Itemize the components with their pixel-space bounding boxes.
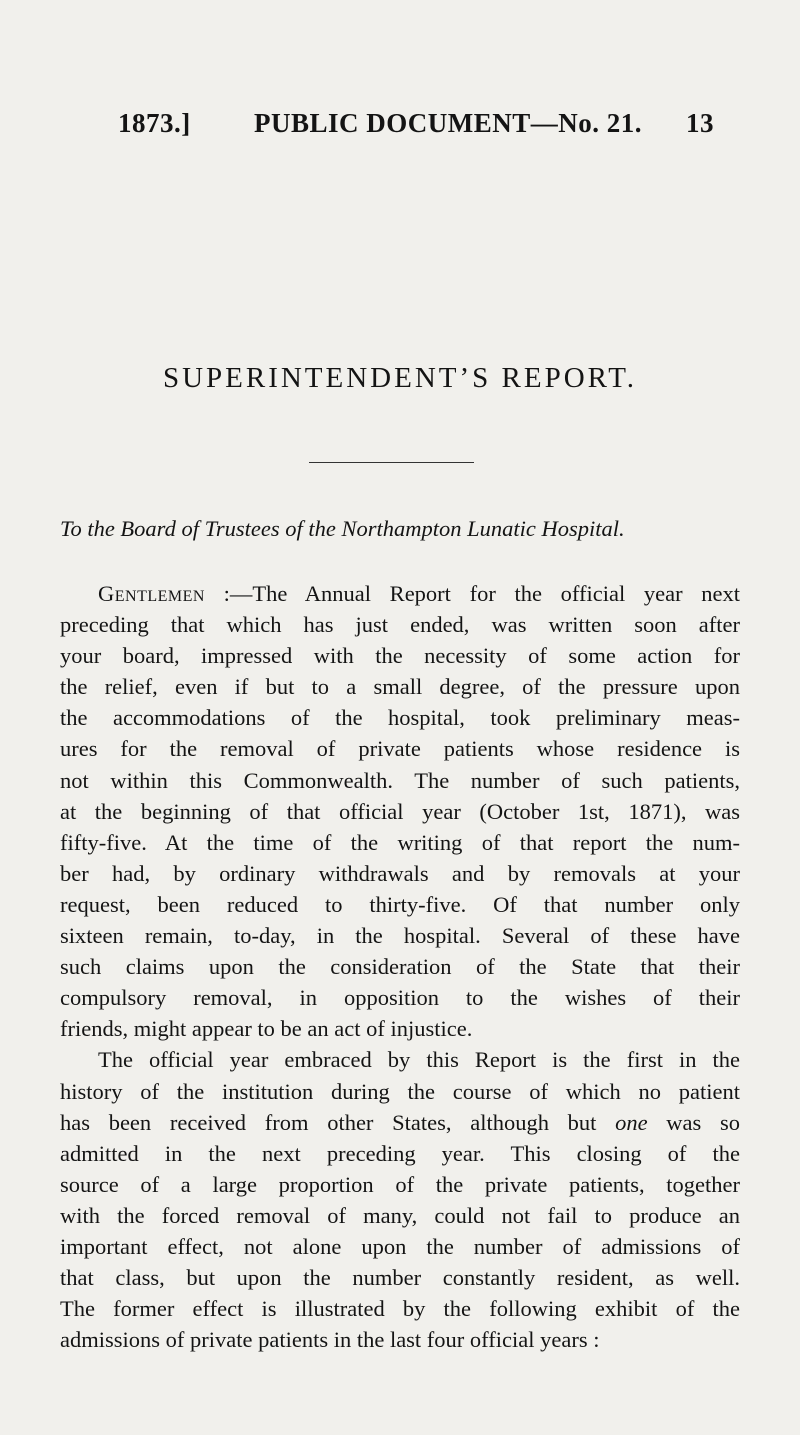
title-divider bbox=[309, 462, 474, 463]
paragraph-line: ures for the removal of private patients whose residence is bbox=[60, 736, 740, 762]
paragraph-line: The official year embraced by this Report is the first in the bbox=[98, 1047, 740, 1073]
paragraph-line: preceding that which has just ended, was written soon after bbox=[60, 612, 740, 638]
paragraph-line: such claims upon the consideration of the State that their bbox=[60, 954, 740, 980]
paragraph-line-text: has been received from other States, although but bbox=[60, 1109, 597, 1135]
paragraph-line: sixteen remain, to-day, in the hospital. Several of these have bbox=[60, 923, 740, 949]
paragraph-line: ber had, by ordinary withdrawals and by removals at your bbox=[60, 860, 740, 886]
emphasized-word: one bbox=[615, 1109, 648, 1135]
paragraph-line-text: :—The Annual Report for the official year next bbox=[204, 581, 740, 606]
page-number: 13 bbox=[686, 108, 714, 138]
paragraph-line: admitted in the next preceding year. This closing of the bbox=[60, 1140, 740, 1166]
paragraph-line: admissions of private patients in the last four official years : bbox=[60, 1327, 600, 1353]
paragraph-line: The former effect is illustrated by the following exhibit of the bbox=[60, 1296, 740, 1322]
paragraph-line: the accommodations of the hospital, took preliminary meas- bbox=[60, 705, 740, 731]
report-body bbox=[60, 578, 740, 1355]
paragraph-line: the relief, even if but to a small degree, of the pressure upon bbox=[60, 674, 740, 700]
running-header bbox=[118, 108, 714, 148]
paragraph-line: friends, might appear to be an act of injustice. bbox=[60, 1016, 473, 1042]
paragraph-line: history of the institution during the course of which no patient bbox=[60, 1078, 740, 1104]
header-year: 1873.] bbox=[118, 108, 191, 138]
paragraph-line: compulsory removal, in opposition to the wishes of their bbox=[60, 985, 740, 1011]
report-title: SUPERINTENDENT’S REPORT. bbox=[162, 362, 638, 394]
paragraph-line: important effect, not alone upon the number of admissions of bbox=[60, 1233, 740, 1259]
paragraph-line: at the beginning of that official year (October 1st, 1871), was bbox=[60, 798, 740, 824]
paragraph-line: fifty-five. At the time of the writing of that report the num- bbox=[60, 829, 740, 855]
paragraph-line: not within this Commonwealth. The number of such patients, bbox=[60, 767, 740, 793]
paragraph-line-text: was so bbox=[647, 1109, 741, 1135]
address-line: To the Board of Trustees of the Northampton Lunatic Hospital. bbox=[60, 516, 625, 541]
header-document-title: PUBLIC DOCUMENT—No. 21. bbox=[254, 108, 643, 138]
paragraph-line bbox=[60, 578, 740, 609]
paragraph-line: request, been reduced to thirty-five. Of that number only bbox=[60, 891, 740, 917]
paragraph-line bbox=[60, 1107, 740, 1138]
paragraph-line: with the forced removal of many, could not fail to produce an bbox=[60, 1202, 740, 1228]
paragraph-line: that class, but upon the number constantly resident, as well. bbox=[60, 1265, 740, 1291]
paragraph-line: your board, impressed with the necessity of some action for bbox=[60, 643, 740, 669]
paragraph-line: source of a large proportion of the private patients, together bbox=[60, 1171, 740, 1197]
salutation: Gentlemen bbox=[98, 581, 205, 606]
